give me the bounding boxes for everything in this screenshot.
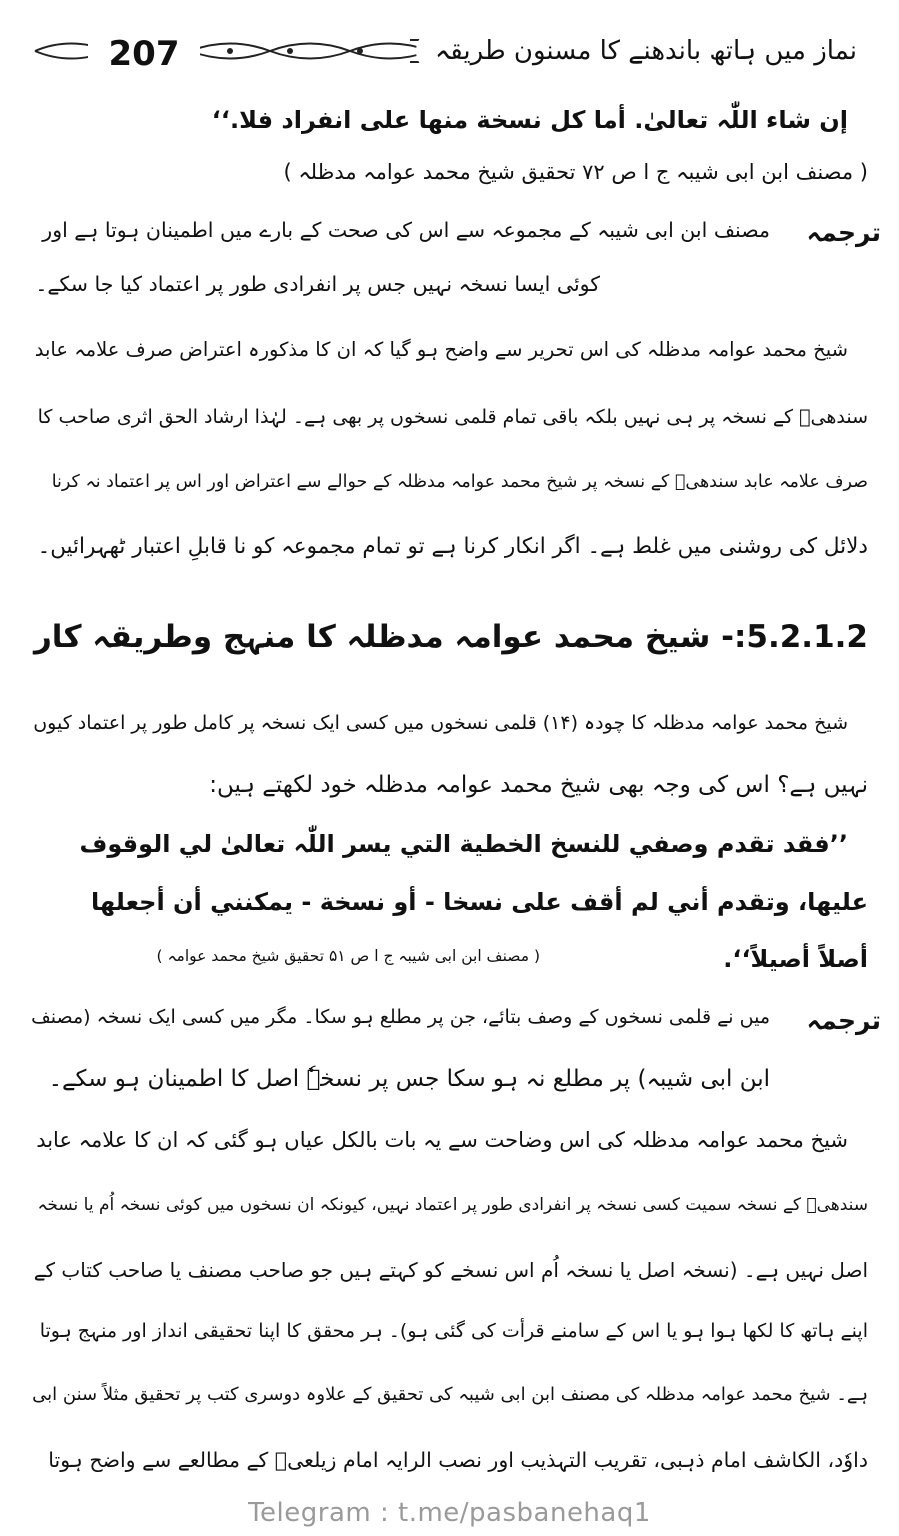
text-line: داوٗد، الکاشف امام ذہبی، تقریب التہذیب اور نصب الرایہ امام زیلعیؒ کے مطالعے سے واضح ہوتا	[48, 1448, 868, 1472]
paragraph-3-line-3	[30, 1258, 868, 1298]
section-number: 5.2.1.2	[746, 619, 868, 655]
translation-2-line-2	[30, 1066, 770, 1106]
text-line: شیخ محمد عوامہ مدظلہ کی اس تحریر سے واضح ہو گیا کہ ان کا مذکورہ اعتراض صرف علامہ عابد	[34, 338, 848, 361]
text-line: میں نے قلمی نسخوں کے وصف بتائے، جن پر مطلع ہو سکا۔ مگر میں کسی ایک نسخہ (مصنف	[31, 1006, 770, 1028]
arabic-quote-2-line-1	[30, 830, 848, 870]
text-line: نہیں ہے؟ اس کی وجہ بھی شیخ محمد عوامہ مدظلہ خود لکھتے ہیں:	[209, 772, 868, 798]
arabic-line: عليها، وتقدم أني لم أقف على نسخا - أو نسخة - يمكنني أن أجعلها	[90, 888, 868, 916]
text-line: اصل نہیں ہے۔ (نسخہ اصل یا نسخہ اُم اس نسخے کو کہتے ہیں جو صاحب مصنف یا صاحب کتاب کے	[33, 1258, 868, 1282]
paragraph-1-line-4	[30, 534, 868, 574]
section-title: شیخ محمد عوامہ مدظلہ کا منہج وطریقہ کار	[33, 619, 711, 655]
translation-1-cont	[30, 272, 600, 312]
paragraph-1-line-2	[30, 406, 868, 446]
arabic-line: أصلاً أصيلاً‘‘.	[723, 945, 868, 973]
translation-label: ترجمہ	[806, 218, 881, 247]
arabic-quote-1	[30, 106, 848, 146]
telegram-watermark: Telegram : t.me/pasbanehaq1	[248, 1498, 651, 1528]
text-line: صرف علامہ عابد سندھیؒ کے نسخہ پر شیخ محمد عوامہ مدظلہ کے حوالے سے اعتراض اور اس پر اعتماد نہ کرنا	[51, 472, 868, 492]
citation-text: ( مصنف ابن ابی شیبہ ج ا ص ۷۲ تحقیق شیخ محمد عوامہ مدظلہ )	[283, 160, 868, 184]
text-line: ہے۔ شیخ محمد عوامہ مدظلہ کی مصنف ابن ابی شیبہ کی تحقیق کے علاوہ دوسری کتب پر تحقیق مثلاً سنن ابی	[32, 1384, 868, 1405]
text-line: شیخ محمد عوامہ مدظلہ کی اس وضاحت سے یہ بات بالکل عیاں ہو گئی کہ ان کا علامہ عابد	[36, 1128, 848, 1152]
paragraph-3-line-2	[30, 1194, 868, 1234]
text-line: اپنے ہاتھ کا لکھا ہوا ہو یا اس کے سامنے قرأت کی گئی ہو)۔ ہر محقق کا اپنا تحقیقی انداز اور منہج ہوتا	[39, 1320, 868, 1342]
text-line: ابن ابی شیبہ) پر مطلع نہ ہو سکا جس پر نسخہٗ اصل کا اطمینان ہو سکے۔	[48, 1066, 770, 1092]
citation-2	[150, 945, 540, 985]
arabic-line: ’’فقد تقدم وصفي للنسخ الخطية التي يسر اللّٰہ تعالیٰ لي الوقوف	[79, 830, 848, 858]
arabic-quote-2-line-3	[540, 945, 868, 985]
paragraph-2-line-2	[30, 772, 868, 812]
paragraph-1-line-3	[30, 472, 868, 512]
text-line: سندھیؒ کے نسخہ پر ہی نہیں بلکہ باقی تمام قلمی نسخوں پر بھی ہے۔ لہٰذا ارشاد الحق اثری صاحب کا	[37, 406, 868, 428]
text-line: مصنف ابن ابی شیبہ کے مجموعہ سے اس کی صحت کے بارے میں اطمینان ہوتا ہے اور	[42, 218, 770, 242]
translation-label: ترجمہ	[806, 1006, 881, 1035]
translation-2-line-1	[30, 1006, 770, 1046]
text-line: کوئی ایسا نسخہ نہیں جس پر انفرادی طور پر اعتماد کیا جا سکے۔	[35, 272, 600, 296]
text-line: سندھیؒ کے نسخہ سمیت کسی نسخہ پر انفرادی طور پر اعتماد نہیں، کیونکہ ان نسخوں میں کوئی نسخہ اُم یا نسخہ	[37, 1195, 868, 1215]
paragraph-3-line-1	[30, 1128, 848, 1168]
paragraph-3-line-4	[30, 1320, 868, 1360]
page-number: 207	[88, 34, 200, 74]
paragraph-2-line-1	[30, 712, 848, 752]
paragraph-3-line-6	[30, 1448, 868, 1488]
running-title: نماز میں ہاتھ باندھنے کا مسنون طریقہ	[416, 28, 876, 74]
arabic-quote-2-line-2	[30, 888, 868, 928]
citation-text: ( مصنف ابن ابی شیبہ ج ا ص ۵۱ تحقیق شیخ محمد عوامہ )	[156, 947, 540, 965]
paragraph-3-line-5	[30, 1384, 868, 1424]
section-heading	[30, 606, 868, 668]
page-header	[30, 16, 876, 86]
text-line: شیخ محمد عوامہ مدظلہ کا چودہ (۱۴) قلمی نسخوں میں کسی ایک نسخہ پر کامل طور پر اعتماد کیوں	[33, 712, 848, 734]
text-line: دلائل کی روشنی میں غلط ہے۔ اگر انکار کرنا ہے تو تمام مجموعہ کو نا قابلِ اعتبار ٹھہرائیں۔	[37, 534, 868, 559]
paragraph-1-line-1	[30, 338, 848, 378]
arabic-line: إن شاء اللّٰہ تعالیٰ. أما کل نسخة منها علی انفراد فلا.‘‘	[211, 106, 848, 134]
citation-1	[30, 160, 868, 194]
section-separator: :-	[721, 619, 747, 655]
